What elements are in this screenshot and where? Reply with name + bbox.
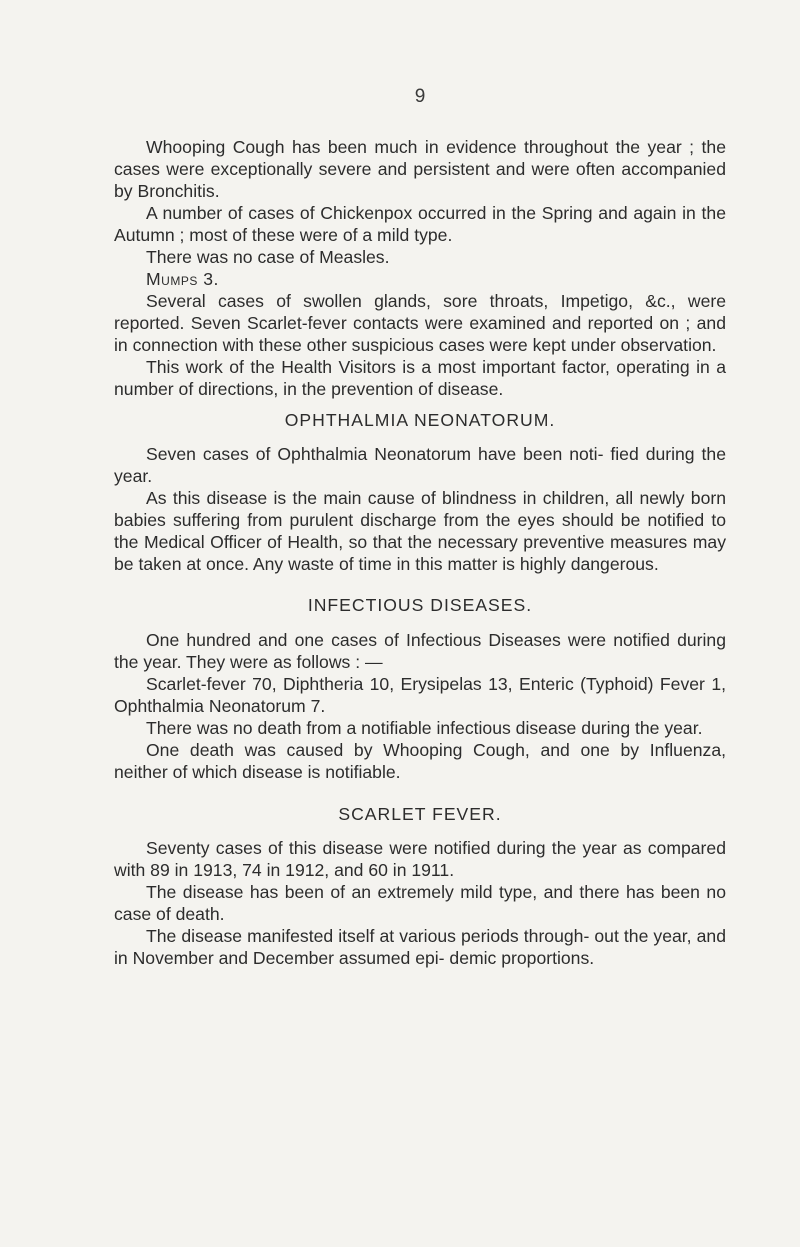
paragraph-swollen-glands: Several cases of swollen glands, sore throats, Impetigo, &c., were reported. Seven Scarlet-fever contacts were examined and reported on ; and in connection with these other suspicious cases were kept under observation. — [114, 291, 726, 355]
paragraph-infectious-breakdown: Scarlet-fever 70, Diphtheria 10, Erysipelas 13, Enteric (Typhoid) Fever 1, Ophthalmia Neonatorum 7. — [114, 674, 726, 716]
paragraph-whooping-cough: Whooping Cough has been much in evidence throughout the year ; the cases were exceptionally severe and persistent and were often accompanied by Bronchitis. — [114, 137, 726, 201]
paragraph-infectious-no-death: There was no death from a notifiable infectious disease during the year. — [146, 718, 703, 738]
heading-infectious-diseases: INFECTIOUS DISEASES. — [307, 595, 533, 615]
heading-ophthalmia-neonatorum: OPHTHALMIA NEONATORUM. — [284, 410, 556, 430]
page-number: 9 — [414, 86, 426, 107]
body-text — [114, 136, 726, 969]
paragraph-mumps: Mumps 3. — [146, 269, 219, 289]
paragraph-measles: There was no case of Measles. — [146, 247, 390, 267]
paragraph-scarlet-cases: Seventy cases of this disease were notified during the year as compared with 89 in 1913, 74 in 1912, and 60 in 1911. — [114, 838, 726, 880]
paragraph-infectious-total: One hundred and one cases of Infectious Diseases were notified during the year. They were as follows : — — [114, 630, 726, 672]
paragraph-ophthalmia-blindness: As this disease is the main cause of blindness in children, all newly born babies suffering from purulent discharge from the eyes should be notified to the Medical Officer of Health, so that the necessary preventive measures may be taken at once. Any waste of time in this matter is highly dangerous. — [114, 488, 726, 574]
paragraph-chickenpox: A number of cases of Chickenpox occurred in the Spring and again in the Autumn ; most of these were of a mild type. — [114, 203, 726, 245]
paragraph-ophthalmia-cases: Seven cases of Ophthalmia Neonatorum have been noti- fied during the year. — [114, 444, 726, 486]
paragraph-health-visitors: This work of the Health Visitors is a most important factor, operating in a number of directions, in the prevention of disease. — [114, 357, 726, 399]
heading-scarlet-fever: SCARLET FEVER. — [338, 804, 502, 824]
paragraph-scarlet-epidemic: The disease manifested itself at various periods through- out the year, and in November and December assumed epi- demic proportions. — [114, 926, 726, 968]
paragraph-infectious-deaths: One death was caused by Whooping Cough, and one by Influenza, neither of which disease is notifiable. — [114, 740, 726, 782]
paragraph-scarlet-mild: The disease has been of an extremely mild type, and there has been no case of death. — [114, 882, 726, 924]
